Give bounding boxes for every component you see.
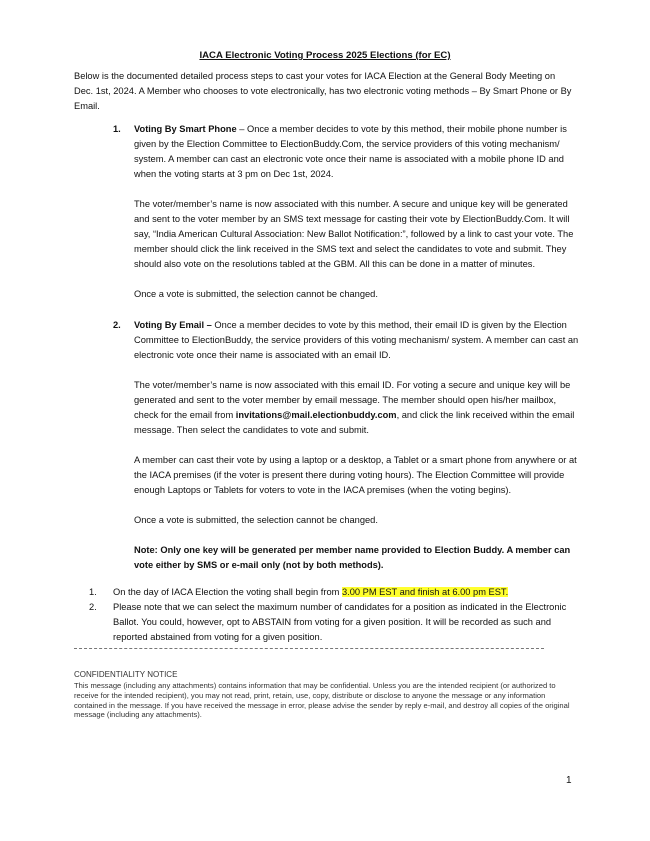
election-buddy-email: invitations@mail.electionbuddy.com bbox=[235, 410, 397, 420]
method1-number: 1. bbox=[113, 124, 121, 134]
method2-paragraph-3: A member can cast their vote by using a laptop or a desktop, a Tablet or a smart phone from anywhere or at the IACA premises (if the voter is present there during voting hours). The Election Committee will provide enough Laptops or Tablets for voters to vote in the IACA premises (when the voting begins). bbox=[134, 455, 577, 495]
method2-note: Note: Only one key will be generated per member name provided to Election Buddy. A member can vote either by SMS or e-mail only (not by both methods). bbox=[134, 545, 571, 570]
method2-block bbox=[134, 318, 580, 573]
intro-paragraph: Below is the documented detailed process steps to cast your votes for IACA Election at the General Body Meeting on Dec. 1st, 2024. A Member who chooses to vote electronically, has two electronic voting methods – By Smart Phone or By Email. bbox=[74, 71, 572, 111]
method1-heading: Voting By Smart Phone bbox=[134, 124, 237, 134]
separator-line bbox=[74, 648, 544, 649]
confidentiality-heading: CONFIDENTIALITY NOTICE bbox=[74, 670, 178, 679]
method2-paragraph-1 bbox=[134, 318, 580, 363]
point2-number: 2. bbox=[89, 602, 97, 612]
point1-text bbox=[113, 585, 579, 600]
method1-paragraph-1 bbox=[134, 122, 580, 182]
method2-number: 2. bbox=[113, 320, 121, 330]
point2-text: Please note that we can select the maximum number of candidates for a position as indicated in the Electronic Ballot. You could, however, opt to ABSTAIN from voting for a given position. It will be recorded as such and reported abstained from voting for a given position. bbox=[113, 602, 567, 642]
method2-paragraph-4: Once a vote is submitted, the selection cannot be changed. bbox=[134, 515, 378, 525]
point1-text-a: On the day of IACA Election the voting shall begin from bbox=[113, 587, 342, 597]
method2-heading: Voting By Email – bbox=[134, 320, 212, 330]
method2-text-1: Once a member decides to vote by this method, their email ID is given by the Election Committee to ElectionBuddy, the service providers of this voting mechanism/ system. A member can cast an electronic vote once their name is associated with an email ID. bbox=[134, 320, 579, 360]
document-title: IACA Electronic Voting Process 2025 Elections (for EC) bbox=[199, 50, 451, 61]
confidentiality-body: This message (including any attachments) contains information that may be confidential. Unless you are the intended recipient (or authorized to receive for the intended recipient), you may not read, print, retain, use, copy, distribute or disclose to anyone the message or any information contained in the message. If you have received the message in error, please advise the sender by reply e-mail, and destroy all copies of the original message (including any attachments). bbox=[74, 681, 570, 720]
method2-text-2b: , and click the link received within the email message. Then select the candidates to vote and submit. bbox=[134, 410, 575, 435]
method1-block bbox=[134, 122, 580, 302]
page-number: 1 bbox=[566, 775, 572, 786]
method2-text-2a: The voter/member’s name is now associated with this email ID. For voting a secure and unique key will be generated and sent to the voter member by email message. The member should open his/her mailbox, check for the email from bbox=[134, 380, 571, 420]
method1-paragraph-2: The voter/member’s name is now associated with this number. A secure and unique key will be generated and sent to the voter member by an SMS text message for casting their vote by ElectionBuddy.Com. It will say, “India American Cultural Association: New Ballot Notification:”, followed by a link to cast your vote. The member should click the link received in the SMS text and select the candidates to vote and submit. They should also vote on the resolutions tabled at the GBM. All this can be done in a matter of minutes. bbox=[134, 199, 574, 269]
voting-hours-highlight: 3.00 PM EST and finish at 6.00 pm EST. bbox=[341, 587, 509, 597]
method1-paragraph-3: Once a vote is submitted, the selection cannot be changed. bbox=[134, 289, 378, 299]
method1-text-1: – Once a member decides to vote by this method, their mobile phone number is given by the Election Committee to ElectionBuddy.Com, the service providers of this voting mechanism/ system. A member can cast an electronic vote once their name is associated with a mobile phone ID and when the voting starts at 3 pm on Dec 1st, 2024. bbox=[134, 124, 567, 179]
point1-number: 1. bbox=[89, 587, 97, 597]
method2-paragraph-2 bbox=[134, 378, 580, 438]
